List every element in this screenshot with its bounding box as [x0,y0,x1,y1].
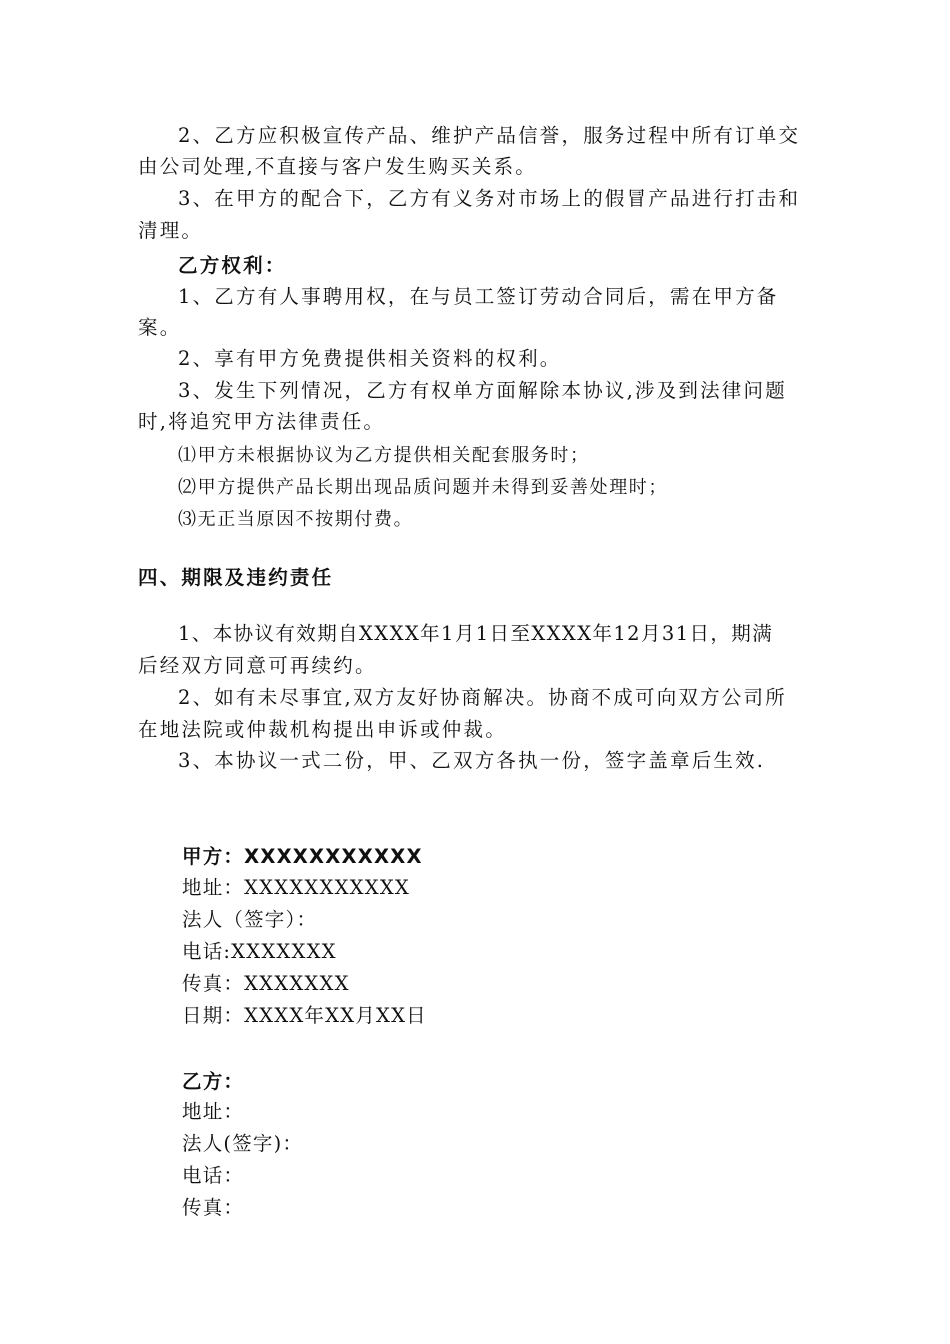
party-b-legal-signature: 法人(签字)： [182,1132,304,1155]
party-b-phone: 电话： [182,1164,245,1187]
party-a-legal-signature: 法人（签字）： [182,908,318,931]
right-3-line-2: 时,将追究甲方法律责任。 [138,410,386,433]
duty-2-line-1: 2、乙方应积极宣传产品、维护产品信誉，服务过程中所有订单交 [178,124,801,147]
term-2-line-1: 2、如有未尽事宜,双方友好协商解决。协商不成可向双方公司所 [178,686,787,709]
duty-3-line-2: 清理。 [138,219,204,242]
term-3: 3、本协议一式二份，甲、乙双方各执一份，签字盖章后生效. [178,749,766,772]
right-3-line-1: 3、发生下列情况，乙方有权单方面解除本协议,涉及到法律问题 [178,379,787,402]
party-a-name: 甲方：XXXXXXXXXXX [182,845,423,868]
condition-2: ⑵甲方提供产品长期出现品质问题并未得到妥善处理时； [178,477,668,498]
condition-1: ⑴甲方未根据协议为乙方提供相关配套服务时； [178,445,590,466]
section-4-heading: 四、期限及违约责任 [138,566,334,589]
condition-3: ⑶无正当原因不按期付费。 [178,509,414,530]
term-1-line-1: 1、本协议有效期自XXXX年1月1日至XXXX年12月31日，期满 [178,622,774,645]
term-1-line-2: 后经双方同意可再续约。 [138,654,377,677]
party-a-fax: 传真：XXXXXXX [182,972,350,995]
right-1-line-2: 案。 [138,316,182,339]
term-2-line-2: 在地法院或仲裁机构提出申诉或仲裁。 [138,718,507,741]
right-2: 2、享有甲方免费提供相关资料的权利。 [178,347,562,370]
duty-3-line-1: 3、在甲方的配合下，乙方有义务对市场上的假冒产品进行打击和 [178,187,801,210]
right-1-line-1: 1、乙方有人事聘用权，在与员工签订劳动合同后，需在甲方备 [178,285,779,308]
party-a-address: 地址：XXXXXXXXXXX [182,876,411,899]
party-a-phone: 电话:XXXXXXX [182,940,337,963]
party-a-date: 日期：XXXX年XX月XX日 [182,1004,427,1027]
party-b-name: 乙方： [182,1070,245,1093]
party-b-address: 地址： [182,1100,245,1123]
rights-heading: 乙方权利： [178,254,287,277]
party-b-fax: 传真： [182,1196,245,1219]
duty-2-line-2: 由公司处理,不直接与客户发生购买关系。 [138,155,537,178]
